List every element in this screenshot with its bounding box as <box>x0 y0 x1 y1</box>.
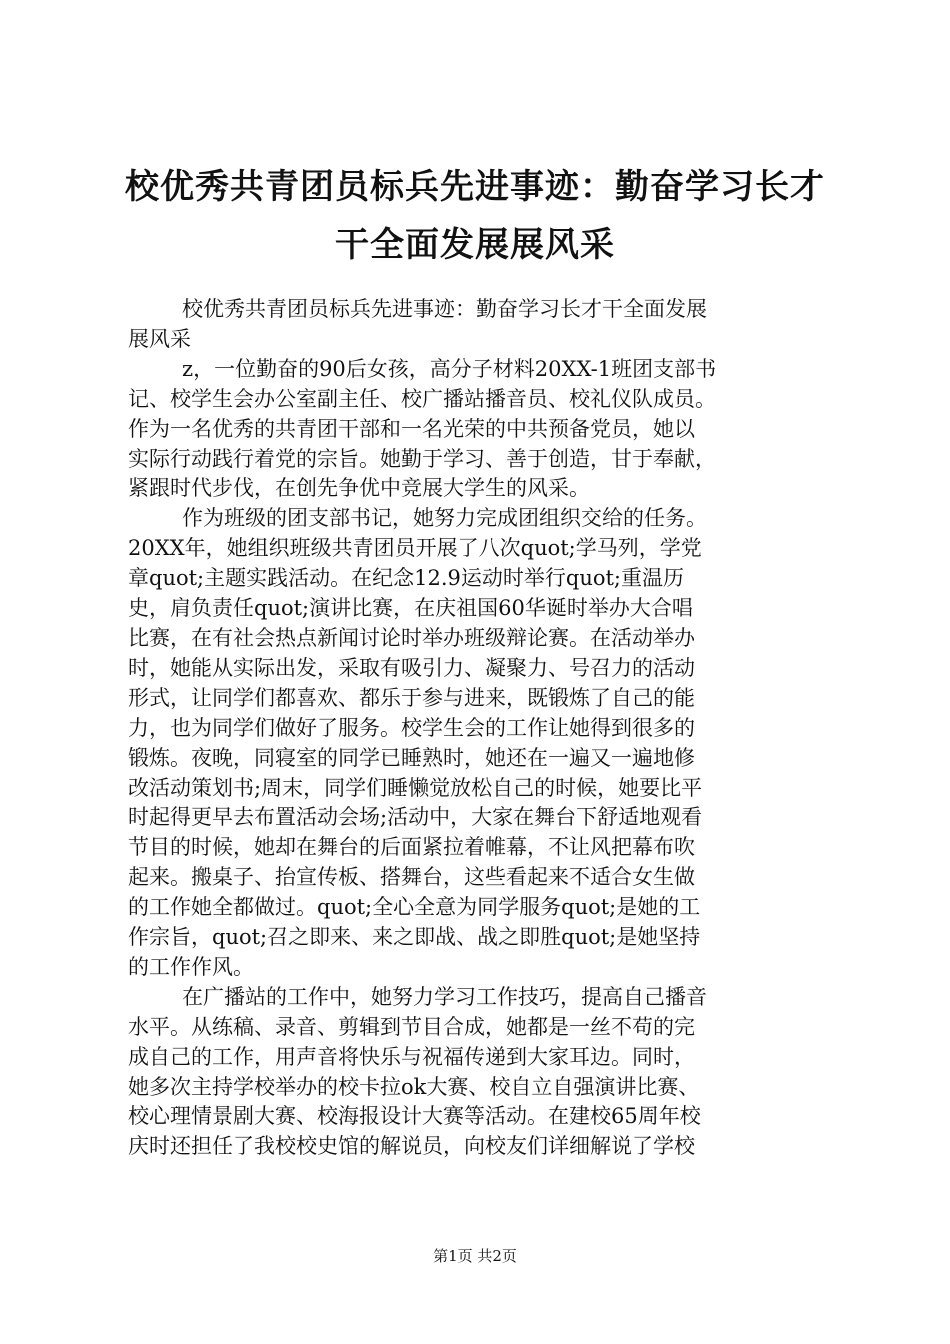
body-line: 的工作她全都做过。quot;全心全意为同学服务quot;是她的工 <box>128 895 701 920</box>
body-line: 成自己的工作，用声音将快乐与祝福传递到大家耳边。同时， <box>128 1044 695 1069</box>
body-line: 作宗旨，quot;召之即来、来之即战、战之即胜quot;是她坚持 <box>128 925 701 950</box>
body-line: 作为一名优秀的共青团干部和一名光荣的中共预备党员，她以 <box>128 416 695 441</box>
body-line: 实际行动践行着党的宗旨。她勤于学习、善于创造，甘于奉献， <box>128 446 716 471</box>
body-line: 起来。搬桌子、抬宣传板、搭舞台，这些看起来不适合女生做 <box>128 865 695 890</box>
body-line: 锻炼。夜晚，同寝室的同学已睡熟时，她还在一遍又一遍地修 <box>128 745 695 770</box>
title-line-1: 校优秀共青团员标兵先进事迹：勤奋学习长才 <box>125 167 825 207</box>
body-line: 她多次主持学校举办的校卡拉ok大赛、校自立自强演讲比赛、 <box>128 1074 700 1099</box>
body-line: 时起得更早去布置活动会场;活动中，大家在舞台下舒适地观看 <box>128 805 703 830</box>
body-line: 记、校学生会办公室副主任、校广播站播音员、校礼仪队成员。 <box>128 386 716 411</box>
title-line-2: 干全面发展展风采 <box>335 225 615 265</box>
body-line: 展风采 <box>128 326 191 351</box>
body-line: 比赛，在有社会热点新闻讨论时举办班级辩论赛。在活动举办 <box>128 625 695 650</box>
body-line: 力，也为同学们做好了服务。校学生会的工作让她得到很多的 <box>128 715 695 740</box>
body-line: 在广播站的工作中，她努力学习工作技巧，提高自己播音 <box>182 984 707 1009</box>
body-line: 校优秀共青团员标兵先进事迹：勤奋学习长才干全面发展 <box>182 297 707 321</box>
body-line: z，一位勤奋的90后女孩，高分子材料20XX-1班团支部书 <box>182 356 717 381</box>
body-line: 形式，让同学们都喜欢、都乐于参与进来，既锻炼了自己的能 <box>128 685 695 710</box>
body-line: 的工作作风。 <box>128 954 254 979</box>
body-line: 时，她能从实际出发，采取有吸引力、凝聚力、号召力的活动 <box>128 655 695 680</box>
body-line: 节目的时候，她却在舞台的后面紧拉着帷幕，不让风把幕布吹 <box>128 835 695 860</box>
body-line: 庆时还担任了我校校史馆的解说员，向校友们详细解说了学校 <box>128 1134 695 1159</box>
body-line: 章quot;主题实践活动。在纪念12.9运动时举行quot;重温历 <box>128 566 685 591</box>
body-line: 20XX年，她组织班级共青团员开展了八次quot;学马列，学党 <box>128 536 702 561</box>
body-line: 改活动策划书;周末，同学们睡懒觉放松自己的时候，她要比平 <box>128 775 703 800</box>
body-line: 紧跟时代步伐，在创先争优中竞展大学生的风采。 <box>128 476 590 501</box>
body-line: 水平。从练稿、录音、剪辑到节目合成，她都是一丝不苟的完 <box>128 1014 695 1039</box>
body-line: 校心理情景剧大赛、校海报设计大赛等活动。在建校65周年校 <box>128 1104 701 1129</box>
body-line: 作为班级的团支部书记，她努力完成团组织交给的任务。 <box>182 506 707 531</box>
document-title <box>100 158 850 274</box>
document-body <box>128 295 834 1162</box>
body-line: 史，肩负责任quot;演讲比赛，在庆祖国60华诞时举办大合唱 <box>128 596 693 621</box>
page-footer: 第1页 共2页 <box>433 1247 517 1265</box>
